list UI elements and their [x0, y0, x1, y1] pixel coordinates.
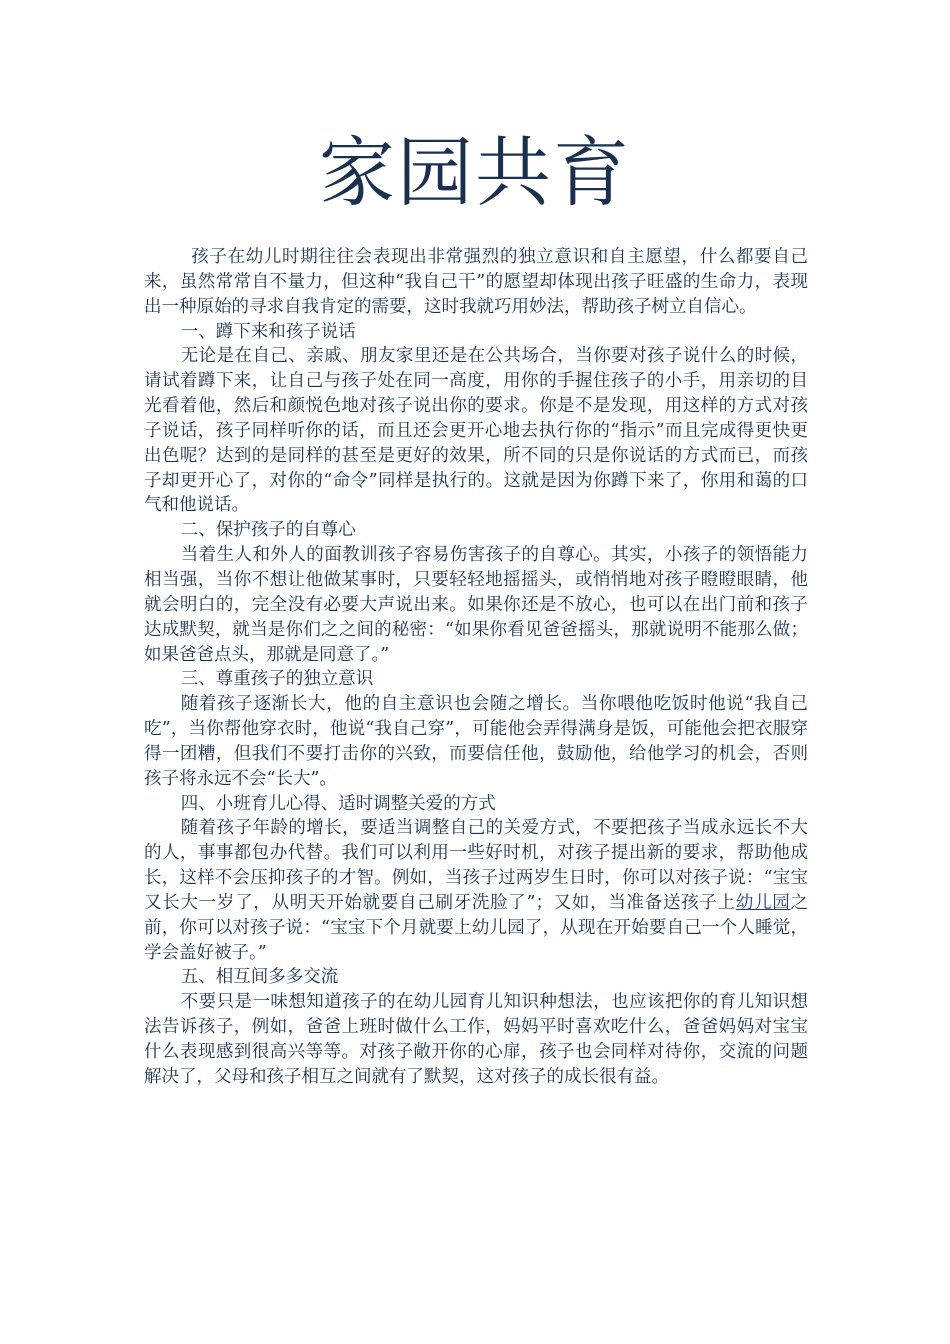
section-paragraph-2: 当着生人和外人的面教训孩子容易伤害孩子的自尊心。其实，小孩子的领悟能力相当强，当你不想让他做某事时，只要轻轻地摇摇头，或悄悄地对孩子瞪瞪眼睛，他就会明白的，完全没有必要大声说出来。如果你还是不放心，也可以在出门前和孩子达成默契，就当是你们之之间的秘密：“如果你看见爸爸摇头，那就说明不能那么做；如果爸爸点头，那就是同意了。”	[144, 545, 808, 665]
section-heading-2: 二、保护孩子的自尊心	[180, 520, 356, 541]
section-paragraph-4-after-link: 之前，你可以对孩子说：“宝宝下个月就要上幼儿园了，从现在开始要自己一个人睡觉，学会盖好被子。”	[144, 892, 809, 963]
section-paragraph-4-before-link: 随着孩子年龄的增长，要适当调整自己的关爱方式，不要把孩子当成永远长不大的人，事事都包办代替。我们可以利用一些好时机，对孩子提出新的要求，帮助他成长，这样不会压抑孩子的才智。例如，当孩子过两岁生日时，你可以对孩子说：“宝宝又长大一岁了，从明天开始就要自己刷牙洗脸了”；又如，当准备送孩子上	[144, 818, 808, 913]
kindergarten-link[interactable]: 幼儿园	[735, 892, 791, 913]
section-paragraph-3: 随着孩子逐渐长大，他的自主意识也会随之增长。当你喂他吃饭时他说“我自己吃”，当你帮他穿衣时，他说“我自己穿”，可能他会弄得满身是饭，可能他会把衣服穿得一团糟，但我们不要打击你的兴致，而要信任他，鼓励他，给他学习的机会，否则孩子将永远不会“长大”。	[144, 694, 808, 789]
section-heading-5: 五、相互间多多交流	[180, 967, 339, 988]
intro-paragraph: 孩子在幼儿时期往往会表现出非常强烈的独立意识和自主愿望，什么都要自己来，虽然常常自不量力，但这种“我自己干”的愿望却体现出孩子旺盛的生命力，表现出一种原始的寻求自我肯定的需要，这时我就巧用妙法，帮助孩子树立自信心。	[144, 247, 808, 317]
section-heading-4: 四、小班育儿心得、适时调整关爱的方式	[180, 793, 496, 814]
section-paragraph-5: 不要只是一味想知道孩子的在幼儿园育儿知识种想法，也应该把你的育儿知识想法告诉孩子，例如，爸爸上班时做什么工作，妈妈平时喜欢吃什么，爸爸妈妈对宝宝什么表现感到很高兴等等。对孩子敞开你的心扉，孩子也会同样对待你，交流的问题解决了，父母和孩子相互之间就有了默契，这对孩子的成长很有益。	[144, 992, 808, 1087]
document-title: 家园共育	[319, 128, 631, 217]
section-paragraph-1: 无论是在自己、亲戚、朋友家里还是在公共场合，当你要对孩子说什么的时候，请试着蹲下来，让自己与孩子处在同一高度，用你的手握住孩子的小手，用亲切的目光看着他，然后和颜悦色地对孩子说出你的要求。你是不是发现，用这样的方式对孩子说话，孩子同样听你的话，而且还会更开心地去执行你的“指示”而且完成得更快更出色呢？达到的是同样的甚至是更好的效果，所不同的只是你说话的方式而已，而孩子却更开心了，对你的“命令”同样是执行的。这就是因为你蹲下来了，你用和蔼的口气和他说话。	[144, 346, 808, 516]
section-heading-1: 一、蹲下来和孩子说话	[180, 321, 356, 342]
section-heading-3: 三、尊重孩子的独立意识	[180, 669, 374, 690]
section-paragraph-4	[144, 816, 808, 965]
document-body	[144, 245, 808, 1090]
